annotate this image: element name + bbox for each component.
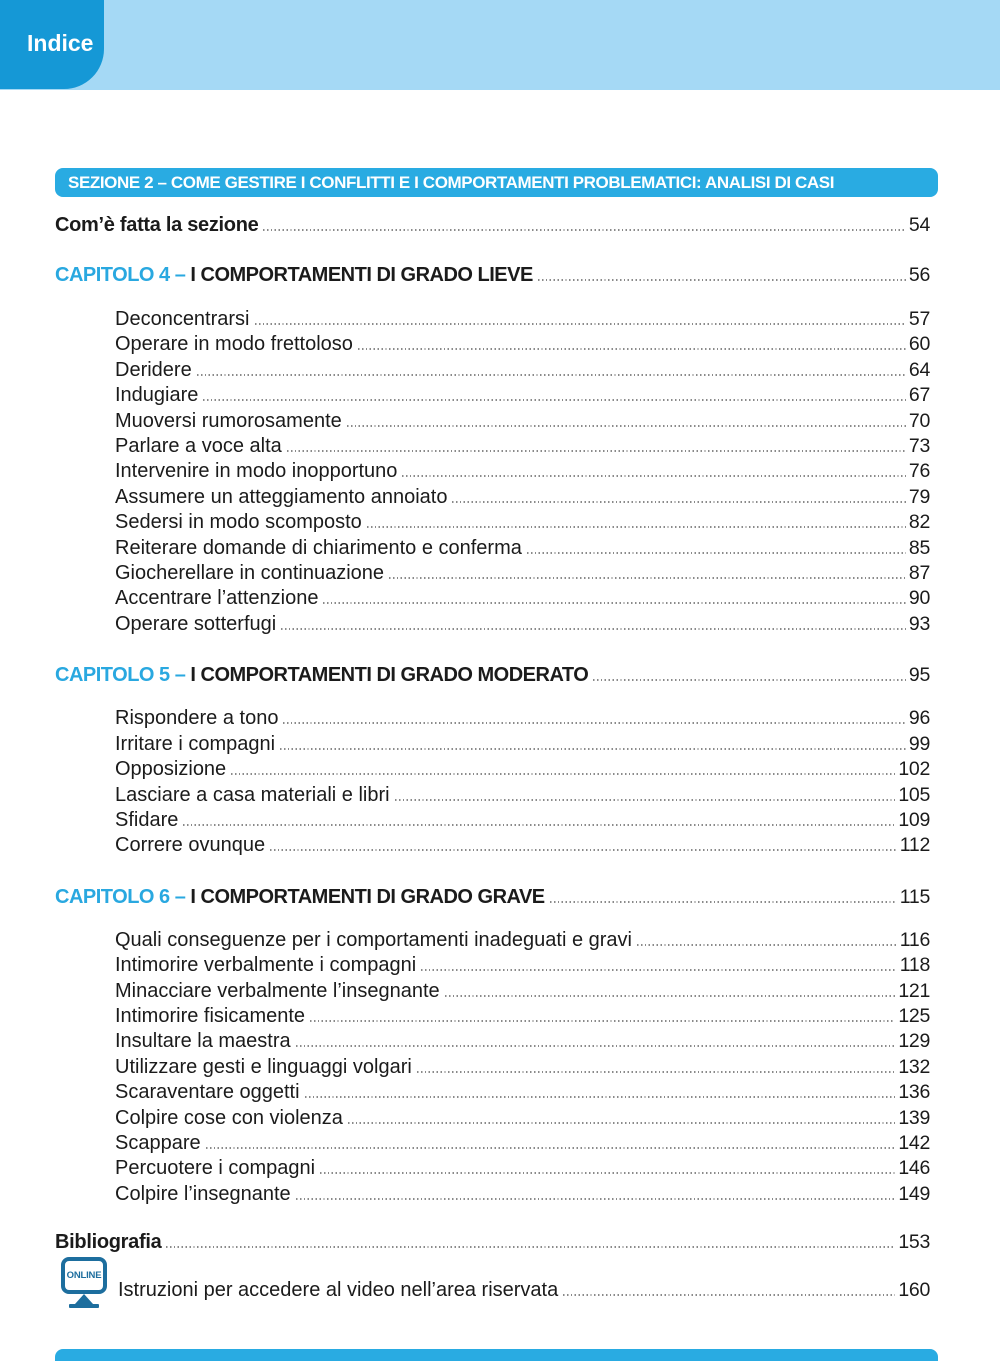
toc-entry-label: Deridere [115, 358, 192, 381]
dotted-leader [402, 475, 906, 477]
dotted-leader [563, 1294, 895, 1296]
dotted-leader [417, 1071, 896, 1073]
toc-entry-label: Intervenire in modo inopportuno [115, 460, 398, 483]
toc-entry-label: Utilizzare gesti e linguaggi volgari [115, 1055, 412, 1078]
monitor-screen [61, 1257, 107, 1294]
toc-entry-label: Scappare [115, 1131, 201, 1154]
toc-page-number: 109 [898, 808, 930, 831]
dotted-leader [310, 1020, 895, 1022]
toc-item-row[interactable] [55, 1131, 938, 1156]
dotted-leader [347, 425, 906, 427]
toc-page-number: 99 [908, 732, 930, 755]
toc-item-row[interactable] [55, 808, 938, 833]
dotted-leader [183, 824, 895, 826]
toc-page-number: 60 [908, 333, 930, 356]
dotted-leader [206, 1147, 896, 1149]
chapter-title-label: I COMPORTAMENTI DI GRADO LIEVE [190, 264, 533, 286]
chapters-container [55, 262, 938, 1207]
toc-item-row[interactable] [55, 434, 938, 459]
chapter-block [55, 262, 938, 637]
dotted-leader [637, 944, 897, 946]
toc-entry-label: Deconcentrarsi [115, 308, 250, 330]
toc-entry-label: Colpire cose con violenza [115, 1106, 343, 1129]
toc-page-number: 153 [898, 1231, 930, 1254]
indice-tab-label: Indice [27, 30, 94, 56]
toc-item-row[interactable] [55, 757, 938, 782]
dotted-leader [395, 799, 896, 801]
dotted-leader [203, 399, 906, 401]
toc-page-number: 116 [899, 928, 930, 951]
toc-page-number: 54 [908, 214, 930, 236]
toc-row-chapter[interactable] [55, 662, 938, 688]
online-entry [118, 1277, 938, 1308]
toc-entry-label: Operare in modo frettoloso [115, 333, 353, 356]
toc-entry-label: Intimorire fisicamente [115, 1004, 306, 1027]
toc-entry-label: Assumere un atteggiamento annoiato [115, 485, 448, 508]
toc-item-row[interactable] [55, 307, 938, 332]
monitor-stand [75, 1294, 93, 1304]
dotted-leader [445, 995, 896, 997]
chapter-items [55, 307, 938, 637]
toc-page-number: 82 [908, 511, 930, 534]
toc-entry-label: Percuotere i compagni [115, 1157, 316, 1180]
toc-content [0, 90, 1000, 1308]
toc-item-row[interactable] [55, 706, 938, 731]
toc-page-number: 149 [898, 1182, 930, 1205]
dotted-leader [280, 748, 906, 750]
toc-page-number: 146 [898, 1157, 930, 1180]
dotted-leader [323, 602, 905, 604]
toc-item-row[interactable] [55, 953, 938, 978]
toc-row-intro[interactable] [55, 212, 938, 238]
dotted-leader [255, 323, 906, 325]
toc-page-number: 139 [898, 1106, 930, 1129]
toc-page-number: 76 [908, 460, 930, 483]
chapter-number-label: CAPITOLO 5 – [55, 664, 191, 687]
toc-entry-label: Sfidare [115, 808, 179, 831]
toc-item-row[interactable] [55, 485, 938, 510]
dotted-leader [270, 849, 897, 851]
indice-tab [0, 0, 104, 89]
chapter-title-label: I COMPORTAMENTI DI GRADO GRAVE [190, 885, 545, 908]
toc-page-number: 115 [899, 885, 930, 908]
chapter-items [55, 928, 938, 1207]
toc-item-row[interactable] [55, 586, 938, 611]
toc-item-row[interactable] [55, 459, 938, 484]
dotted-leader [287, 450, 906, 452]
toc-item-row[interactable] [55, 612, 938, 637]
dotted-leader [452, 501, 905, 503]
toc-page-number: 57 [908, 308, 930, 330]
toc-page-number: 142 [898, 1131, 930, 1154]
toc-entry-label: Operare sotterfugi [115, 612, 277, 635]
toc-entry-label: Parlare a voce alta [115, 435, 282, 458]
dotted-leader [197, 374, 906, 376]
toc-entry-label: Com’è fatta la sezione [55, 214, 259, 236]
toc-item-row[interactable] [55, 732, 938, 757]
dotted-leader [538, 279, 906, 281]
toc-page-number: 96 [908, 707, 930, 730]
toc-entry-label: Bibliografia [55, 1231, 162, 1254]
toc-row-chapter[interactable] [55, 884, 938, 910]
toc-item-row[interactable] [55, 783, 938, 808]
dotted-leader [283, 722, 905, 724]
toc-entry-label: Colpire l’insegnante [115, 1182, 291, 1205]
dotted-leader [296, 1198, 896, 1200]
toc-entry-label: Insultare la maestra [115, 1030, 291, 1053]
online-monitor-icon [61, 1257, 109, 1308]
dotted-leader [166, 1246, 895, 1248]
toc-page-number: 118 [899, 954, 930, 977]
dotted-leader [263, 229, 905, 231]
chapter-block [55, 884, 938, 1207]
toc-item-row[interactable] [55, 833, 938, 858]
toc-item-row[interactable] [55, 358, 938, 383]
toc-page-number: 87 [908, 562, 930, 585]
toc-item-row[interactable] [55, 536, 938, 561]
toc-item-row[interactable] [55, 1055, 938, 1080]
section-header-bar [55, 168, 938, 197]
dotted-leader [389, 577, 906, 579]
online-icon-label: ONLINE [66, 1270, 102, 1282]
next-section-bar-cutoff [55, 1349, 938, 1361]
dotted-leader [367, 526, 906, 528]
toc-row-online[interactable] [55, 1257, 938, 1308]
toc-entry-label: Sedersi in modo scomposto [115, 511, 362, 534]
toc-page-number: 90 [908, 587, 930, 610]
toc-item-row[interactable] [55, 979, 938, 1004]
toc-page-number: 121 [898, 979, 930, 1002]
toc-entry-label: Intimorire verbalmente i compagni [115, 954, 417, 977]
toc-page-number: 136 [898, 1081, 930, 1104]
toc-entry-label: Rispondere a tono [115, 707, 279, 730]
dotted-leader [421, 969, 897, 971]
toc-entry-label: Muoversi rumorosamente [115, 409, 342, 432]
dotted-leader [281, 628, 906, 630]
chapter-number-label: CAPITOLO 4 – [55, 264, 191, 286]
toc-page-number: 85 [908, 536, 930, 559]
toc-entry-label: Indugiare [115, 384, 199, 407]
toc-page-number: 79 [908, 485, 930, 508]
toc-page-number: 112 [899, 834, 930, 857]
toc-entry-label: Quali conseguenze per i comportamenti inadeguati e gravi [115, 928, 632, 951]
toc-item-row[interactable] [55, 510, 938, 535]
toc-entry-label: Irritare i compagni [115, 732, 276, 755]
toc-row-bibliografia[interactable] [55, 1229, 938, 1255]
toc-page-number: 73 [908, 435, 930, 458]
toc-item-row[interactable] [55, 1004, 938, 1029]
dotted-leader [305, 1096, 896, 1098]
header-band [0, 0, 1000, 90]
toc-item-row[interactable] [55, 409, 938, 434]
toc-page-number: 64 [908, 358, 930, 381]
toc-entry-label: Giocherellare in continuazione [115, 562, 385, 585]
toc-page-number: 93 [908, 612, 930, 635]
toc-item-row[interactable] [55, 383, 938, 408]
toc-entry-label: Reiterare domande di chiarimento e conferma [115, 536, 522, 559]
toc-item-row[interactable] [55, 1080, 938, 1105]
toc-entry-label: Minacciare verbalmente l’insegnante [115, 979, 440, 1002]
monitor-stand-base [69, 1304, 99, 1308]
toc-item-row[interactable] [55, 332, 938, 357]
toc-page-number: 67 [908, 384, 930, 407]
toc-page-number: 56 [908, 264, 930, 286]
toc-entry-label: Correre ovunque [115, 834, 266, 857]
toc-row-chapter[interactable] [55, 262, 938, 288]
toc-item-row[interactable] [55, 1106, 938, 1131]
dotted-leader [231, 773, 895, 775]
toc-item-row[interactable] [55, 1156, 938, 1181]
toc-item-row[interactable] [55, 1182, 938, 1207]
toc-page-number: 105 [898, 783, 930, 806]
chapter-heading-label [55, 884, 545, 910]
section-header-label: SEZIONE 2 – COME GESTIRE I CONFLITTI E I COMPORTAMENTI PROBLEMATICI: ANALISI DI CASI [68, 173, 835, 192]
chapter-heading-label [55, 262, 533, 288]
toc-entry-label: Opposizione [115, 758, 227, 781]
dotted-leader [320, 1172, 895, 1174]
chapter-number-label: CAPITOLO 6 – [55, 885, 191, 908]
toc-item-row[interactable] [55, 561, 938, 586]
dotted-leader [296, 1045, 896, 1047]
dotted-leader [593, 679, 906, 681]
toc-item-row[interactable] [55, 928, 938, 953]
chapter-items [55, 706, 938, 858]
toc-page-number: 160 [898, 1279, 930, 1302]
toc-page-number: 102 [898, 758, 930, 781]
toc-entry-label: Accentrare l’attenzione [115, 587, 319, 610]
toc-page-number: 125 [898, 1004, 930, 1027]
chapter-heading-label [55, 662, 588, 688]
toc-entry-label: Lasciare a casa materiali e libri [115, 783, 390, 806]
toc-page-number: 129 [898, 1030, 930, 1053]
chapter-title-label: I COMPORTAMENTI DI GRADO MODERATO [190, 664, 589, 687]
toc-page-number: 95 [908, 664, 930, 687]
dotted-leader [348, 1122, 895, 1124]
toc-page-number: 70 [908, 409, 930, 432]
dotted-leader [550, 901, 897, 903]
toc-item-row[interactable] [55, 1029, 938, 1054]
dotted-leader [358, 348, 906, 350]
toc-entry-label: Scaraventare oggetti [115, 1081, 300, 1104]
dotted-leader [527, 552, 906, 554]
toc-page-number: 132 [898, 1055, 930, 1078]
chapter-block [55, 662, 938, 858]
toc-entry-label: Istruzioni per accedere al video nell’area riservata [118, 1279, 559, 1302]
